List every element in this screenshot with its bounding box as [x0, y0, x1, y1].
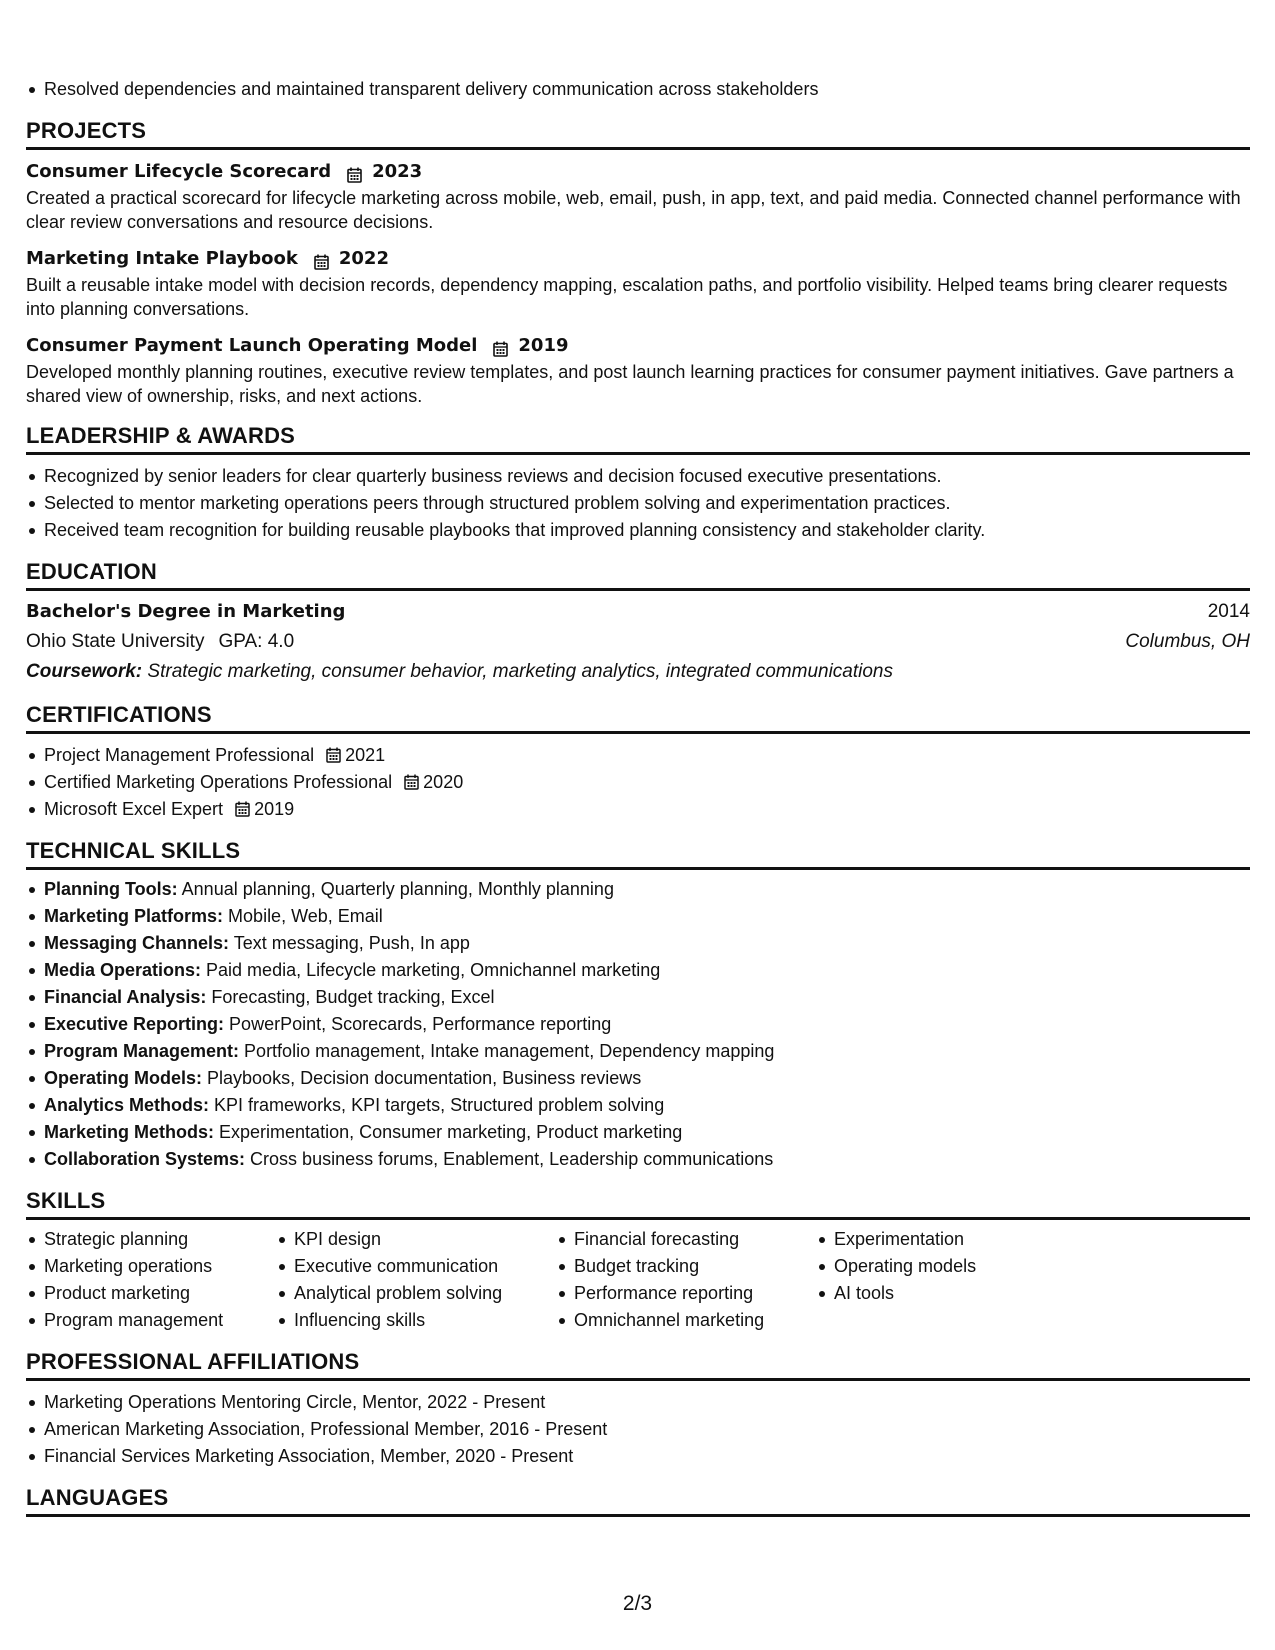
certifications-list [26, 742, 1250, 823]
skills-column [816, 1226, 1054, 1334]
leadership-list [26, 463, 1250, 544]
project-name: Consumer Lifecycle Scorecard [26, 161, 332, 182]
section-title: LANGUAGES [26, 1484, 1250, 1517]
calendar-icon [314, 251, 329, 267]
skill-category: Marketing Methods: [44, 1122, 215, 1142]
coursework-list: Strategic marketing, consumer behavior, marketing analytics, integrated communications [142, 661, 893, 682]
skill-category: Collaboration Systems: [44, 1149, 246, 1169]
list-item: Product marketing [44, 1280, 254, 1307]
section-title: TECHNICAL SKILLS [26, 837, 1250, 870]
section-title: CERTIFICATIONS [26, 701, 1250, 734]
list-item: Executive communication [294, 1253, 534, 1280]
list-item [44, 1065, 1250, 1092]
skill-category: Media Operations: [44, 960, 202, 980]
section-title: EDUCATION [26, 558, 1250, 591]
list-item: Marketing Operations Mentoring Circle, Mentor, 2022 - Present [44, 1389, 1250, 1416]
skill-category: Messaging Channels: [44, 933, 230, 953]
list-item [44, 1146, 1250, 1173]
skill-values: Playbooks, Decision documentation, Business reviews [202, 1068, 642, 1088]
section-title: PROFESSIONAL AFFILIATIONS [26, 1348, 1250, 1381]
skill-values: Annual planning, Quarterly planning, Monthly planning [177, 879, 614, 899]
project-description: Developed monthly planning routines, executive review templates, and post launch learning practices for consumer payment initiatives. Gave partners a shared view of ownership, risks, and next actions. [26, 362, 1234, 406]
certification-year: 2021 [345, 745, 386, 765]
project-item [26, 245, 1250, 321]
list-item: Financial Services Marketing Association, Member, 2020 - Present [44, 1443, 1250, 1470]
calendar-icon [493, 338, 508, 354]
list-item: Selected to mentor marketing operations peers through structured problem solving and experimentation practices. [44, 490, 1250, 517]
list-item [44, 957, 1250, 984]
project-name: Consumer Payment Launch Operating Model [26, 335, 478, 356]
skills-column [556, 1226, 794, 1334]
list-item: Marketing operations [44, 1253, 254, 1280]
list-item [44, 984, 1250, 1011]
skill-category: Financial Analysis: [44, 987, 207, 1007]
skill-category: Analytics Methods: [44, 1095, 210, 1115]
skill-values: Paid media, Lifecycle marketing, Omnichannel marketing [201, 960, 661, 980]
skill-values: PowerPoint, Scorecards, Performance reporting [224, 1014, 612, 1034]
technical-skills-section [26, 837, 1250, 1173]
list-item: American Marketing Association, Professional Member, 2016 - Present [44, 1416, 1250, 1443]
project-year: 2022 [338, 248, 389, 269]
list-item: Performance reporting [574, 1280, 794, 1307]
calendar-icon [347, 164, 362, 180]
degree: Bachelor's Degree in Marketing [26, 601, 346, 622]
list-item: Financial forecasting [574, 1226, 794, 1253]
skills-column [26, 1226, 254, 1334]
school-name: Ohio State University [26, 631, 205, 652]
list-item [44, 1119, 1250, 1146]
list-item: Budget tracking [574, 1253, 794, 1280]
gpa: GPA: 4.0 [218, 631, 295, 652]
projects-section [26, 117, 1250, 408]
list-item [44, 742, 1250, 769]
leadership-section [26, 422, 1250, 544]
coursework [26, 657, 1250, 687]
technical-skills-list [26, 876, 1250, 1173]
list-item: Received team recognition for building reusable playbooks that improved planning consistency and stakeholder clarity. [44, 517, 1250, 544]
skill-values: Portfolio management, Intake management, Dependency mapping [239, 1041, 775, 1061]
list-item: Omnichannel marketing [574, 1307, 794, 1334]
certification-name: Certified Marketing Operations Professional [44, 772, 393, 792]
list-item [44, 903, 1250, 930]
list-item: AI tools [834, 1280, 1054, 1307]
education-location: Columbus, OH [1125, 631, 1250, 652]
calendar-icon [326, 744, 341, 760]
section-title: LEADERSHIP & AWARDS [26, 422, 1250, 455]
certification-year: 2020 [423, 772, 464, 792]
list-item [44, 930, 1250, 957]
section-title: PROJECTS [26, 117, 1250, 150]
skill-values: Mobile, Web, Email [223, 906, 383, 926]
skill-category: Executive Reporting: [44, 1014, 225, 1034]
certification-name: Microsoft Excel Expert [44, 799, 224, 819]
skills-section [26, 1187, 1250, 1334]
project-year: 2019 [518, 335, 569, 356]
skill-category: Program Management: [44, 1041, 240, 1061]
project-name: Marketing Intake Playbook [26, 248, 298, 269]
skill-category: Operating Models: [44, 1068, 203, 1088]
skill-values: KPI frameworks, KPI targets, Structured problem solving [209, 1095, 665, 1115]
list-item [44, 876, 1250, 903]
coursework-label: Coursework: [26, 661, 143, 682]
calendar-icon [404, 771, 419, 787]
list-item [44, 1092, 1250, 1119]
certification-year: 2019 [254, 799, 295, 819]
skill-values: Text messaging, Push, In app [229, 933, 470, 953]
list-item: Resolved dependencies and maintained transparent delivery communication across stakeholders [44, 76, 1250, 103]
experience-bullets [26, 76, 1250, 103]
list-item: Analytical problem solving [294, 1280, 534, 1307]
skill-category: Marketing Platforms: [44, 906, 224, 926]
skill-values: Forecasting, Budget tracking, Excel [206, 987, 495, 1007]
calendar-icon [235, 798, 250, 814]
education-year: 2014 [1207, 601, 1250, 622]
section-title: SKILLS [26, 1187, 1250, 1220]
list-item [44, 769, 1250, 796]
list-item: Strategic planning [44, 1226, 254, 1253]
skill-values: Experimentation, Consumer marketing, Product marketing [214, 1122, 683, 1142]
languages-section [26, 1484, 1250, 1517]
skill-values: Cross business forums, Enablement, Leadership communications [245, 1149, 774, 1169]
list-item [44, 1011, 1250, 1038]
affiliations-list [26, 1389, 1250, 1470]
resume-page [26, 76, 1250, 1517]
affiliations-section [26, 1348, 1250, 1470]
certifications-section [26, 701, 1250, 823]
list-item: Operating models [834, 1253, 1054, 1280]
list-item: Recognized by senior leaders for clear quarterly business reviews and decision focused executive presentations. [44, 463, 1250, 490]
skills-column [276, 1226, 534, 1334]
page-number: 2/3 [622, 1592, 653, 1615]
project-item [26, 332, 1250, 408]
list-item: KPI design [294, 1226, 534, 1253]
project-description: Built a reusable intake model with decision records, dependency mapping, escalation paths, and portfolio visibility. Helped teams bring clearer requests into planning conversations. [26, 275, 1228, 319]
list-item [44, 796, 1250, 823]
list-item: Experimentation [834, 1226, 1054, 1253]
skills-grid [26, 1226, 1250, 1334]
education-section [26, 558, 1250, 687]
project-year: 2023 [372, 161, 423, 182]
project-description: Created a practical scorecard for lifecycle marketing across mobile, web, email, push, in app, text, and paid media. Connected channel performance with clear review conversations and resource decisions. [26, 188, 1241, 232]
certification-name: Project Management Professional [44, 745, 315, 765]
skill-category: Planning Tools: [44, 879, 178, 899]
list-item: Program management [44, 1307, 254, 1334]
list-item [44, 1038, 1250, 1065]
project-item [26, 158, 1250, 234]
list-item: Influencing skills [294, 1307, 534, 1334]
